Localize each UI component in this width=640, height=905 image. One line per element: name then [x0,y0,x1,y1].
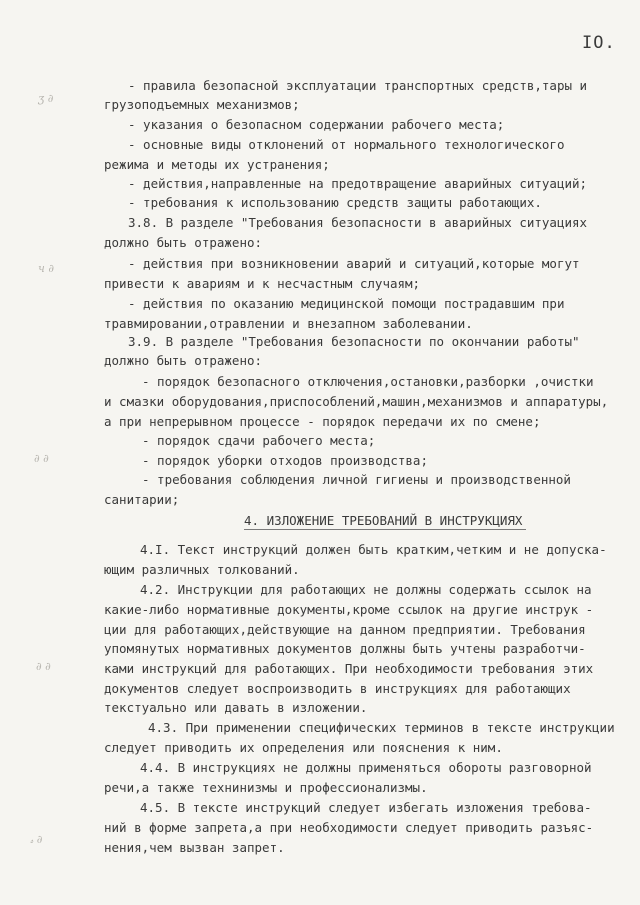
text-line: - действия,направленные на предотвращение аварийных ситуаций; [128,176,588,191]
text-line: 3.9. В разделе "Требования безопасности по окончании работы" [128,334,580,349]
text-line: - правила безопасной эксплуатации транспортных средств,тары и [128,78,588,93]
text-line: ции для работающих,действующие на данном предприятии. Требования [104,622,586,637]
text-line: - порядок безопасного отключения,остановки,разборки ,очистки [142,374,594,389]
text-line: 4.2. Инструкции для работающих не должны содержать ссылок на [140,582,592,597]
text-line: 3.8. В разделе "Требования безопасности в аварийных ситуациях [128,215,588,230]
margin-mark-icon: ∂ ∂ [34,452,49,465]
text-line: - требования соблюдения личной гигиены и производственной [142,472,571,487]
text-line: 4.3. При применении специфических терминов в тексте инструкции [148,720,615,735]
text-line: грузоподъемных механизмов; [104,97,300,112]
margin-mark-icon: ﮦ ∂ [30,833,43,846]
text-line: ний в форме запрета,а при необходимости следует приводить разъяс- [104,820,594,835]
margin-mark-icon: ч ∂ [38,262,55,275]
text-line: травмировании,отравлении и внезапном заболевании. [104,316,473,331]
text-line: следует приводить их определения или пояснения к ним. [104,740,503,755]
text-line: 4.4. В инструкциях не должны применяться обороты разговорной [140,760,592,775]
text-line: привести к авариям и к несчастным случаям; [104,276,421,291]
text-line: - порядок сдачи рабочего места; [142,433,376,448]
text-line: санитарии; [104,492,180,507]
heading-underline [244,529,526,530]
text-line: а при непрерывном процессе - порядок передачи их по смене; [104,414,541,429]
text-line: - требования к использованию средств защиты работающих. [128,195,542,210]
text-line: текстуально или давать в изложении. [104,700,368,715]
text-line: - основные виды отклонений от нормального технологического [128,137,565,152]
margin-mark-icon: ʒ ∂ [38,92,54,105]
text-line: какие-либо нормативные документы,кроме ссылок на другие инструк - [104,602,594,617]
text-line: ющим различных толкований. [104,562,300,577]
margin-mark-icon: ∂ ∂ [36,660,51,673]
section-heading: 4. ИЗЛОЖЕНИЕ ТРЕБОВАНИЙ В ИНСТРУКЦИЯХ [244,513,523,528]
text-line: 4.5. В тексте инструкций следует избегать изложения требова- [140,800,592,815]
text-line: документов следует воспроизводить в инструкциях для работающих [104,681,571,696]
text-line: режима и методы их устранения; [104,157,330,172]
text-line: ками инструкций для работающих. При необходимости требования этих [104,661,594,676]
text-line: и смазки оборудования,приспособлений,машин,механизмов и аппаратуры, [104,394,609,409]
text-line: речи,а также технинизмы и профессионализмы. [104,780,428,795]
text-line: - указания о безопасном содержании рабочего места; [128,117,505,132]
text-line: упомянутых нормативных документов должны быть учтены разработчи- [104,641,586,656]
text-line: нения,чем вызван запрет. [104,840,285,855]
text-line: должно быть отражено: [104,353,263,368]
page-number: IO. [582,33,616,53]
text-line: - порядок уборки отходов производства; [142,453,428,468]
text-line: - действия при возникновении аварий и ситуаций,которые могут [128,256,580,271]
text-line: 4.I. Текст инструкций должен быть кратким,четким и не допуска- [140,542,607,557]
text-line: должно быть отражено: [104,235,263,250]
text-line: - действия по оказанию медицинской помощи пострадавшим при [128,296,565,311]
